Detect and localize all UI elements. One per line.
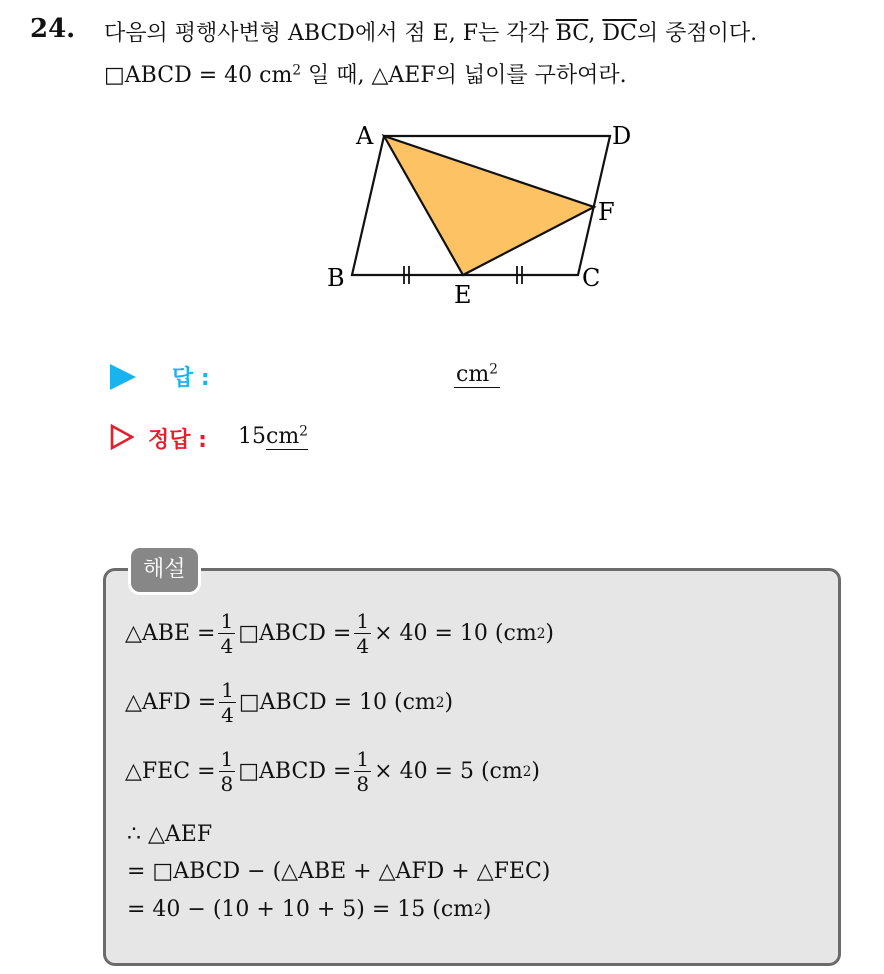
eq3-mid: □ABCD = bbox=[238, 759, 352, 784]
solution-line-4: ∴ △AEF bbox=[127, 822, 213, 847]
eq1-num1: 1 bbox=[220, 609, 234, 633]
eq2-den1: 4 bbox=[221, 703, 234, 727]
question-text-a: 다음의 평행사변형 ABCD에서 점 E, F는 각각 bbox=[104, 21, 556, 46]
eq3-fraction-1 bbox=[219, 747, 236, 796]
label-f: F bbox=[598, 198, 615, 226]
eq3-num1: 1 bbox=[220, 747, 234, 771]
answer-unit: cm bbox=[456, 362, 490, 387]
question-line-1 bbox=[104, 16, 757, 47]
eq2-fraction-1 bbox=[219, 678, 236, 727]
segment-bc: $\overline{BC}$ bbox=[555, 21, 589, 46]
question-number: 24. bbox=[30, 14, 76, 44]
eq1-mid: □ABCD = bbox=[238, 621, 352, 646]
label-d: D bbox=[612, 122, 632, 150]
label-e: E bbox=[454, 281, 472, 309]
label-a: A bbox=[356, 122, 374, 150]
correct-value: 15 bbox=[238, 424, 266, 449]
eq2-lhs: △AFD = bbox=[125, 690, 217, 715]
eq1-fraction-1 bbox=[218, 609, 235, 658]
eq3-end: ) bbox=[531, 759, 541, 784]
correct-unit: cm bbox=[266, 424, 300, 449]
answer-blank[interactable] bbox=[454, 362, 500, 388]
eq1-fraction-2 bbox=[354, 609, 371, 658]
eq2-end: ) bbox=[444, 690, 454, 715]
solution-line-5: = □ABCD − (△ABE + △AFD + △FEC) bbox=[127, 859, 551, 884]
solution-eq-1: △ABE = $\frac{1}{4}$ □ABCD = $\frac{1}{4}$ × 40 = 10 (cm 2 ) bbox=[125, 609, 554, 658]
eq1-num2: 1 bbox=[356, 609, 370, 633]
correct-answer bbox=[238, 424, 308, 449]
eq1-end: ) bbox=[545, 621, 554, 646]
eq3-rhs: × 40 = 5 (cm bbox=[374, 759, 523, 784]
question-comma: , bbox=[588, 21, 603, 46]
question-line-2 bbox=[104, 58, 627, 89]
segment-dc: $\overline{DC}$ bbox=[602, 21, 637, 46]
answer-label: 답 : bbox=[172, 366, 210, 391]
solution-tab: 해설 bbox=[128, 545, 201, 595]
question-text-b: 의 중점이다. bbox=[636, 21, 758, 46]
answer-unit-sup: 2 bbox=[489, 361, 498, 378]
correct-arrow-icon bbox=[110, 424, 134, 450]
question-area-sup: 2 bbox=[292, 62, 301, 79]
eq2-num1: 1 bbox=[221, 678, 234, 702]
eq1-rhs: × 40 = 10 (cm bbox=[374, 621, 537, 646]
eq1-den1: 4 bbox=[220, 634, 234, 658]
line6-end: ) bbox=[482, 897, 492, 922]
label-c: C bbox=[582, 264, 601, 292]
triangle-aef bbox=[384, 136, 594, 275]
correct-label: 정답 : bbox=[148, 428, 207, 453]
correct-unit-wrap bbox=[266, 424, 308, 450]
eq3-lhs: △FEC = bbox=[125, 759, 216, 784]
line6-text: = 40 − (10 + 10 + 5) = 15 (cm bbox=[127, 897, 475, 922]
eq3-num2: 1 bbox=[356, 747, 370, 771]
question-area-text: □ABCD = 40 cm bbox=[104, 63, 293, 88]
eq1-lhs: △ABE = bbox=[125, 621, 216, 646]
solution-line-6: = 40 − (10 + 10 + 5) = 15 (cm 2 ) bbox=[127, 897, 492, 922]
eq3-den1: 8 bbox=[220, 772, 234, 796]
correct-unit-sup: 2 bbox=[299, 423, 308, 440]
eq1-den2: 4 bbox=[356, 634, 370, 658]
label-b: B bbox=[327, 264, 345, 292]
question-ask-text: 일 때, △AEF의 넓이를 구하여라. bbox=[300, 63, 627, 88]
eq2-rhs: □ABCD = 10 (cm bbox=[238, 690, 436, 715]
solution-eq-2: △AFD = $\frac{1}{4}$ □ABCD = 10 (cm 2 ) bbox=[125, 678, 454, 727]
solution-eq-3: △FEC = $\frac{1}{8}$ □ABCD = $\frac{1}{8}$ × 40 = 5 (cm 2 ) bbox=[125, 747, 541, 796]
eq3-fraction-2 bbox=[354, 747, 371, 796]
parallelogram-figure bbox=[320, 115, 650, 310]
answer-arrow-icon bbox=[110, 364, 136, 390]
eq3-den2: 8 bbox=[356, 772, 370, 796]
